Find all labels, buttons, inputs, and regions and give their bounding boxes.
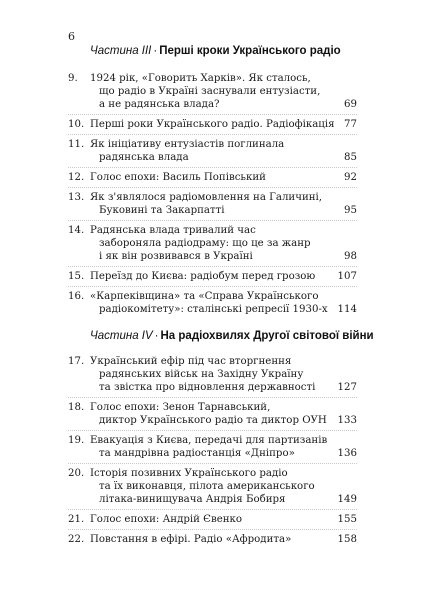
entry-divider [68, 430, 357, 431]
entry-title [90, 270, 315, 283]
entry-title-line: та їх виконавця, пілота американського [99, 481, 315, 492]
toc-entry[interactable] [0, 191, 425, 217]
entry-title-line: а не радянська влада? [99, 99, 220, 110]
entry-number: 14. [68, 225, 85, 236]
entry-divider [68, 114, 357, 115]
entry-page-number: 158 [337, 534, 357, 545]
entry-title-line: Голос епохи: Зенон Тарнавський, [90, 402, 271, 413]
entry-page-number: 114 [337, 304, 357, 315]
entry-title-line: Переїзд до Києва: радіобум перед грозою [90, 271, 316, 282]
page-number: 6 [68, 30, 75, 43]
entry-title-line: Повстання в ефірі. Радіо «Афродита» [90, 534, 292, 545]
part-separator: · [153, 45, 158, 57]
entry-title-line: Як з'являлося радіомовлення на Галичині, [90, 192, 323, 203]
entry-title-line: радіокомітету»: сталінські репресії 1930-х [99, 304, 328, 315]
entry-title [90, 224, 315, 263]
entry-number: 20. [68, 468, 85, 479]
entry-title [90, 401, 327, 427]
entry-divider [68, 167, 357, 168]
toc-entry[interactable] [0, 118, 425, 131]
entry-divider [68, 220, 357, 221]
toc-entry[interactable] [0, 467, 425, 506]
toc-entry[interactable] [0, 270, 425, 283]
entry-number: 13. [68, 192, 85, 203]
entry-page-number: 127 [337, 382, 357, 393]
part-label: Частина III [90, 45, 152, 57]
entry-page-number: 69 [344, 99, 357, 110]
toc-entry[interactable] [0, 513, 425, 526]
entry-page-number: 98 [344, 251, 357, 262]
entry-title-line: та звістка про відновлення державності [99, 382, 316, 393]
entry-title [90, 118, 335, 131]
entry-page-number: 92 [344, 172, 357, 183]
entry-divider [68, 397, 357, 398]
entry-number: 10. [68, 119, 85, 130]
entry-number: 16. [68, 291, 85, 302]
toc-entry[interactable] [0, 533, 425, 546]
entry-title [90, 72, 321, 111]
entry-number: 9. [68, 73, 78, 84]
entry-number: 15. [68, 271, 85, 282]
entry-page-number: 136 [337, 448, 357, 459]
part-title: Перші кроки Українського радіо [159, 45, 341, 57]
entry-title [90, 533, 315, 546]
entry-title [90, 434, 328, 460]
entry-number: 21. [68, 514, 85, 525]
toc-entry[interactable] [0, 224, 425, 263]
part-separator: · [154, 330, 159, 342]
toc-entry[interactable] [0, 401, 425, 427]
entry-number: 11. [68, 139, 85, 150]
entry-title-line: Перші роки Українського радіо. Радіофікація [90, 119, 335, 130]
entry-title [90, 290, 328, 316]
entry-number: 17. [68, 356, 85, 367]
entry-page-number: 149 [337, 494, 357, 505]
entry-title [90, 138, 315, 164]
entry-title-line: та мандрівна радіостанція «Дніпро» [99, 448, 295, 459]
entry-title-line: Як ініціативу ентузіастів поглинала [90, 139, 285, 150]
entry-title-line: диктор Українського радіо та диктор ОУН [99, 415, 327, 426]
part-heading [90, 45, 340, 57]
entry-page-number: 107 [337, 271, 357, 282]
entry-title-line: Евакуація з Києва, передачі для партизанів [90, 435, 328, 446]
part-title: На радіохвилях Другої світової війни [160, 330, 374, 342]
entry-title-line: що радіо в Україні заснували ентузіасти, [99, 86, 321, 97]
entry-divider [68, 509, 357, 510]
entry-page-number: 77 [344, 119, 357, 130]
entry-title-line: Голос епохи: Василь Попівський [90, 172, 266, 183]
entry-title [90, 171, 315, 184]
entry-divider [68, 286, 357, 287]
entry-number: 22. [68, 534, 85, 545]
entry-divider [68, 529, 357, 530]
toc-entry[interactable] [0, 290, 425, 316]
entry-title-line: Буковині та Закарпатті [99, 205, 225, 216]
entry-title-line: «Карпеківщина» та «Справа Українського [90, 291, 319, 302]
entry-title [90, 513, 315, 526]
entry-title-line: літака-винищувача Андрія Бобиря [99, 494, 286, 505]
part-label: Частина IV [90, 330, 153, 342]
entry-title-line: 1924 рік, «Говорить Харків». Як сталось, [90, 73, 311, 84]
toc-entry[interactable] [0, 72, 425, 111]
entry-divider [68, 266, 357, 267]
entry-title-line: Голос епохи: Андрій Євенко [90, 514, 243, 525]
entry-title [90, 467, 315, 506]
entry-title-line: радянських військ на Західну Україну [99, 369, 304, 380]
entry-title [90, 191, 323, 217]
entry-title-line: Радянська влада тривалий час [90, 225, 256, 236]
entry-divider [68, 187, 357, 188]
entry-title-line: забороняла радіодраму: що це за жанр [99, 238, 311, 249]
entry-title-line: і як він розвивався в Україні [99, 251, 253, 262]
entry-title-line: радянська влада [99, 152, 189, 163]
toc-entry[interactable] [0, 434, 425, 460]
toc-entry[interactable] [0, 138, 425, 164]
entry-page-number: 95 [344, 205, 357, 216]
entry-page-number: 85 [344, 152, 357, 163]
entry-number: 12. [68, 172, 85, 183]
toc-entry[interactable] [0, 171, 425, 184]
toc-entry[interactable] [0, 355, 425, 394]
entry-title [90, 355, 315, 394]
entry-title-line: Український ефір під час вторгнення [90, 356, 292, 367]
entry-number: 18. [68, 402, 85, 413]
entry-page-number: 155 [337, 514, 357, 525]
entry-divider [68, 463, 357, 464]
entry-title-line: Історія позивних Українського радіо [90, 468, 288, 479]
part-heading [90, 330, 374, 342]
entry-number: 19. [68, 435, 85, 446]
entry-divider [68, 134, 357, 135]
entry-page-number: 133 [337, 415, 357, 426]
